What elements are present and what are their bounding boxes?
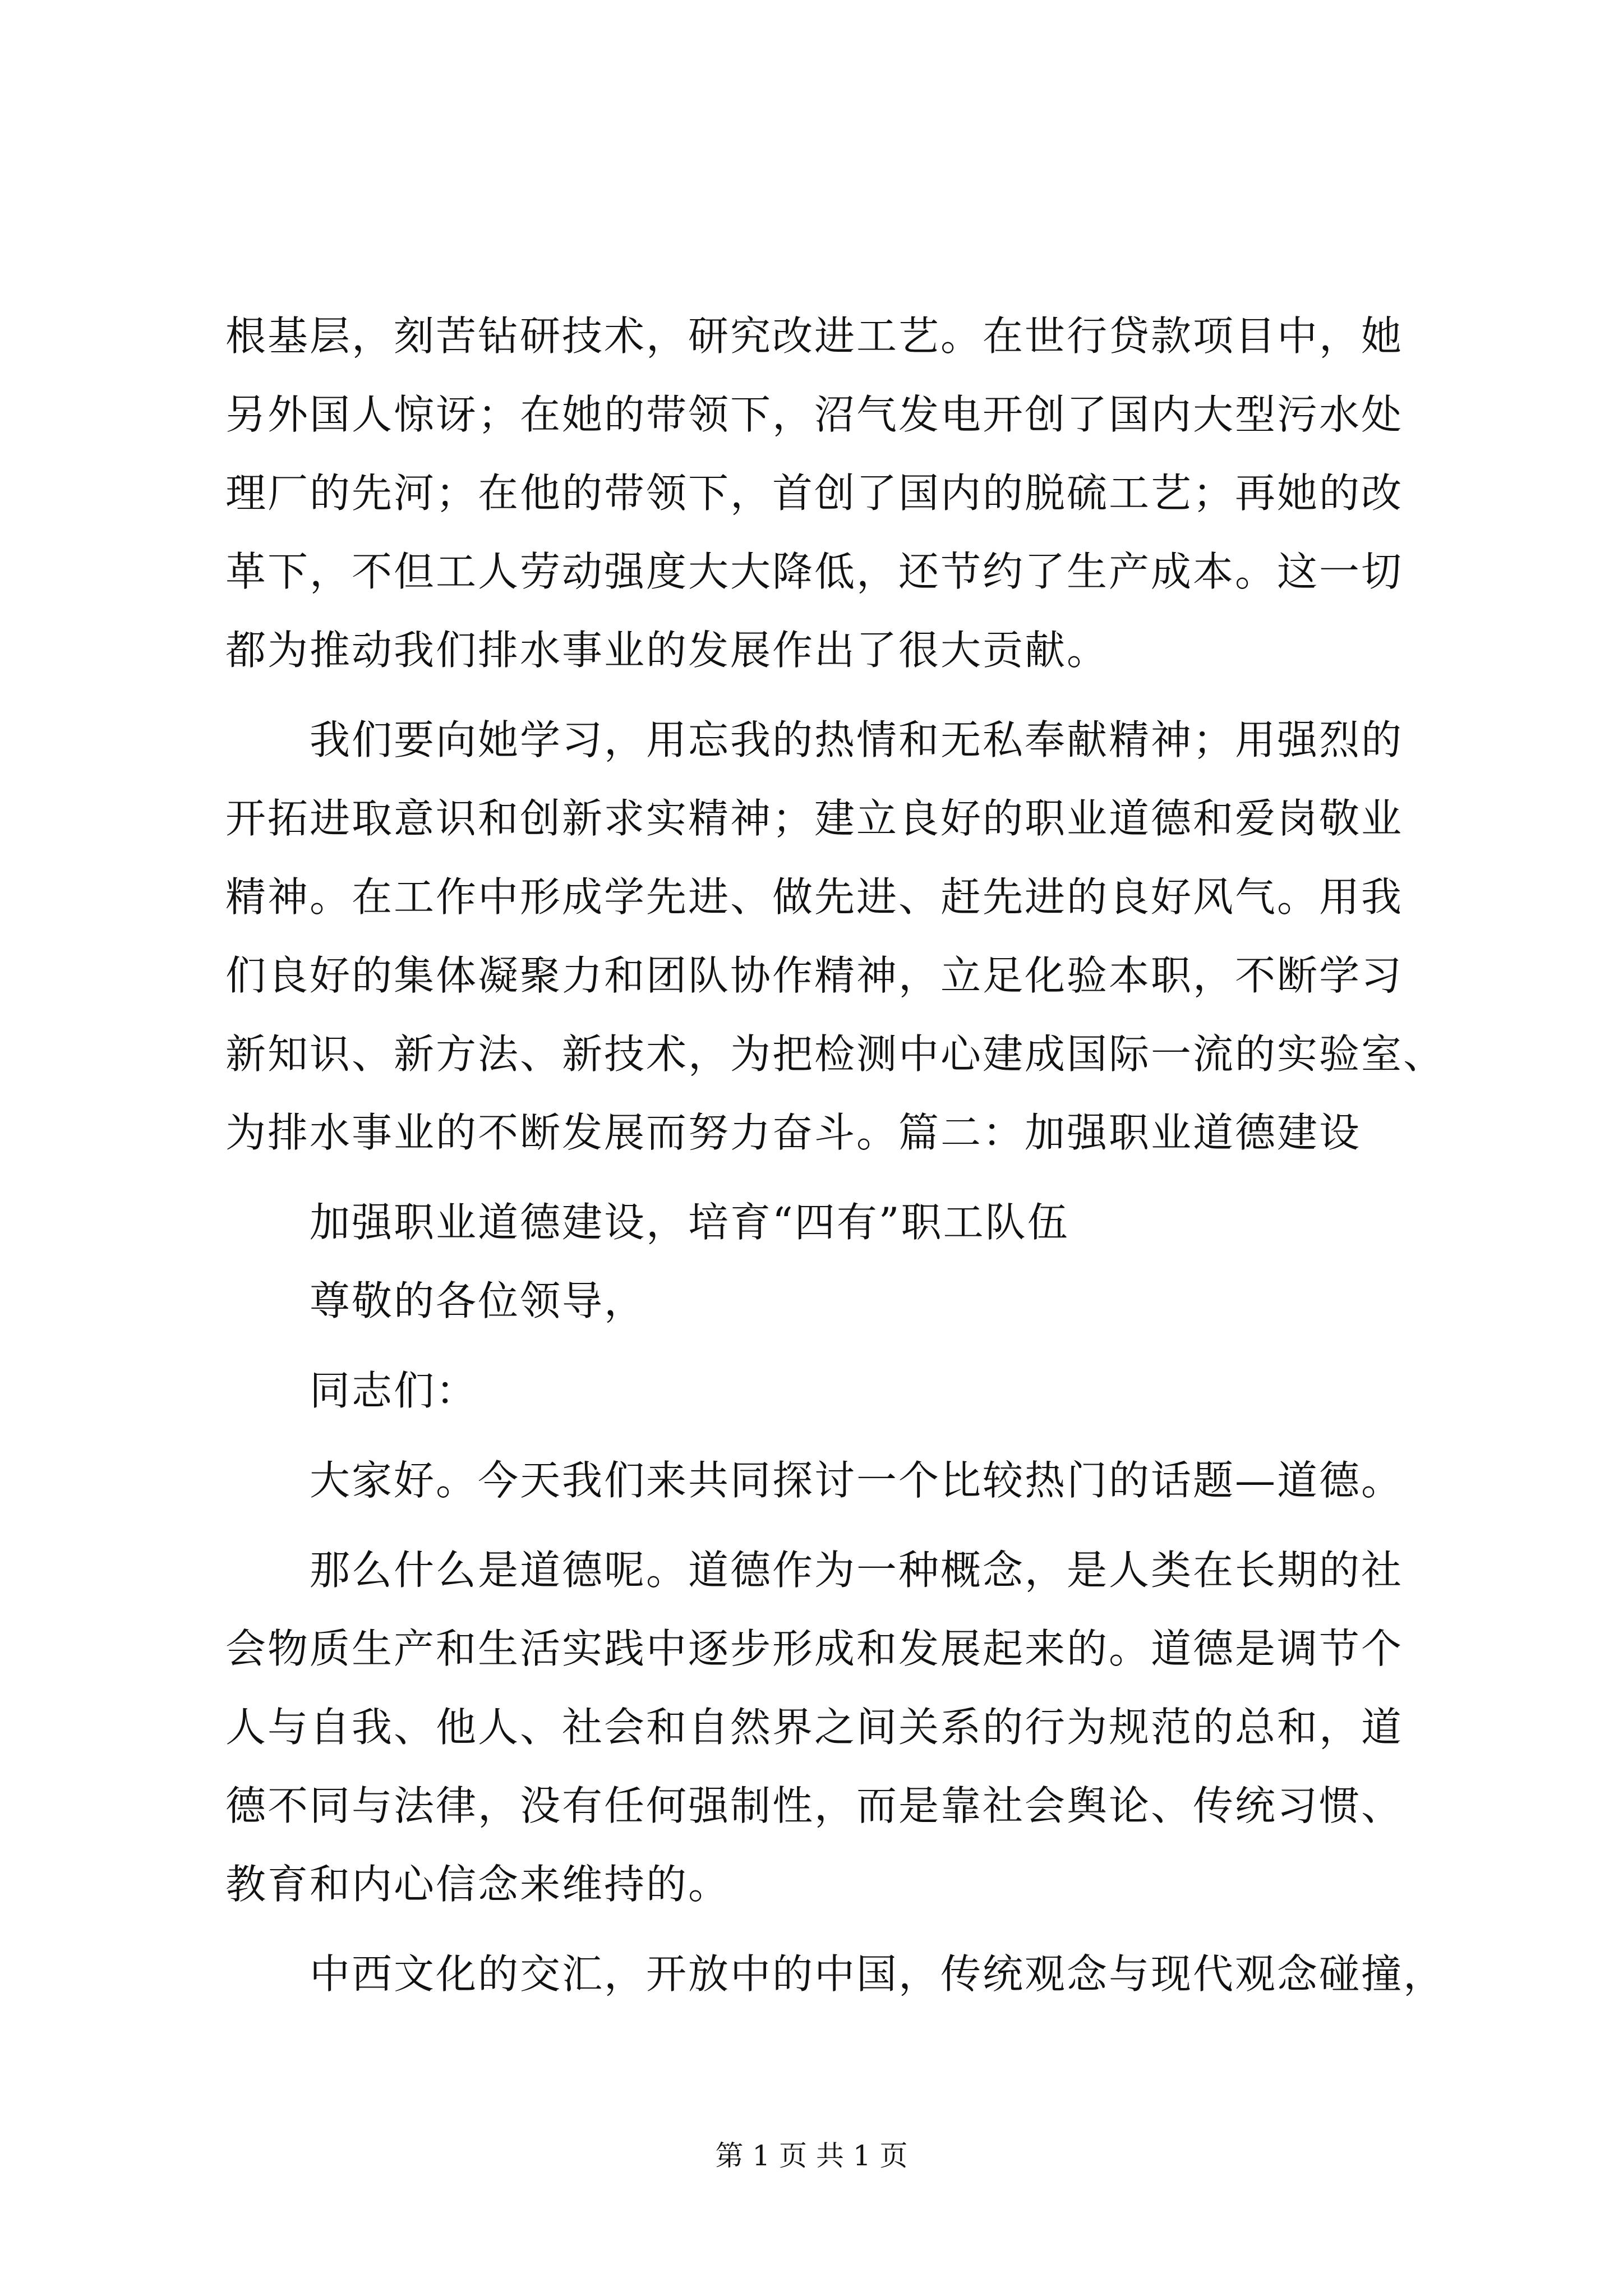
body-text-line: 大家好。今天我们来共同探讨一个比较热门的话题—道德。	[225, 1457, 1404, 1504]
body-text-line: 为排水事业的不断发展而努力奋斗。篇二：加强职业道德建设	[225, 1109, 1362, 1156]
body-text-line: 精神。在工作中形成学先进、做先进、赶先进的良好风气。用我	[225, 873, 1404, 921]
subtitle-line: 加强职业道德建设，培育“四有”职工队伍	[225, 1199, 1069, 1246]
salutation-line: 同志们：	[225, 1367, 478, 1414]
salutation-line: 尊敬的各位领导，	[225, 1277, 647, 1324]
body-text-line: 开拓进取意识和创新求实精神；建立良好的职业道德和爱岗敬业	[225, 795, 1404, 842]
body-text-line: 中西文化的交汇，开放中的中国，传统观念与现代观念碰撞，	[225, 1950, 1446, 1998]
page-footer: 第 1 页 共 1 页	[715, 2139, 908, 2172]
body-text-line: 教育和内心信念来维持的。	[225, 1861, 731, 1908]
body-text-line: 会物质生产和生活实践中逐步形成和发展起来的。道德是调节个	[225, 1625, 1404, 1672]
body-text-line: 革下，不但工人劳动强度大大降低，还节约了生产成本。这一切	[225, 548, 1404, 595]
body-text-line: 我们要向她学习，用忘我的热情和无私奉献精神；用强烈的	[225, 716, 1404, 763]
body-text-line: 根基层，刻苦钻研技术，研究改进工艺。在世行贷款项目中，她	[225, 312, 1404, 360]
body-text-line: 们良好的集体凝聚力和团队协作精神，立足化验本职，不断学习	[225, 952, 1404, 999]
body-text-line: 都为推动我们排水事业的发展作出了很大贡献。	[225, 627, 1109, 674]
body-text-line: 另外国人惊讶；在她的带领下，沼气发电开创了国内大型污水处	[225, 391, 1404, 438]
body-text-line: 新知识、新方法、新技术，为把检测中心建成国际一流的实验室、	[225, 1030, 1446, 1078]
body-text-line: 那么什么是道德呢。道德作为一种概念，是人类在长期的社	[225, 1547, 1404, 1594]
body-text-line: 德不同与法律，没有任何强制性，而是靠社会舆论、传统习惯、	[225, 1782, 1404, 1829]
body-text-line: 人与自我、他人、社会和自然界之间关系的行为规范的总和，道	[225, 1704, 1404, 1751]
body-text-line: 理厂的先河；在他的带领下，首创了国内的脱硫工艺；再她的改	[225, 470, 1404, 517]
